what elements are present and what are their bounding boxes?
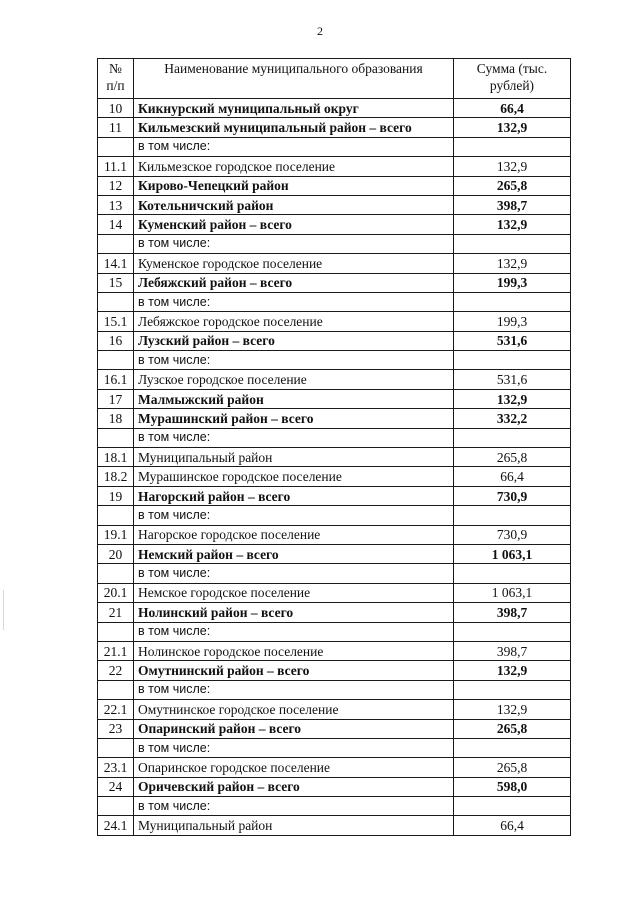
table-row (98, 486, 571, 505)
row-number-cell (98, 680, 134, 699)
table-row (98, 525, 571, 544)
municipality-name-cell: Куменское городское поселение (134, 254, 454, 273)
page-number: 2 (317, 24, 323, 38)
municipality-name-cell: в том числе: (134, 506, 454, 525)
municipality-name-cell: Кильмезское городское поселение (134, 157, 454, 176)
row-number-cell: 14 (98, 215, 134, 234)
amount-cell: 132,9 (454, 389, 571, 408)
municipality-name-cell: Муниципальный район (134, 816, 454, 835)
amount-cell (454, 234, 571, 253)
table-row (98, 428, 571, 447)
municipality-name-cell: Лузское городское поселение (134, 370, 454, 389)
municipality-name-cell: Мурашинский район – всего (134, 409, 454, 428)
amount-cell (454, 797, 571, 816)
table-row (98, 351, 571, 370)
amount-cell: 1 063,1 (454, 544, 571, 563)
row-number-cell: 18.1 (98, 448, 134, 467)
municipality-name-cell: Кирово-Чепецкий район (134, 176, 454, 195)
amount-cell: 132,9 (454, 254, 571, 273)
amount-cell: 730,9 (454, 486, 571, 505)
table-row (98, 234, 571, 253)
row-number-cell: 14.1 (98, 254, 134, 273)
row-number-cell: 12 (98, 176, 134, 195)
row-number-cell: 15.1 (98, 312, 134, 331)
municipality-name-cell: Нолинское городское поселение (134, 641, 454, 660)
header-row (98, 59, 571, 99)
table-row (98, 816, 571, 835)
municipality-name-cell: Куменский район – всего (134, 215, 454, 234)
amount-cell: 531,6 (454, 331, 571, 350)
table-row (98, 680, 571, 699)
amount-cell (454, 292, 571, 311)
table-row (98, 661, 571, 680)
amount-cell: 598,0 (454, 777, 571, 796)
row-number-cell: 21 (98, 603, 134, 622)
row-number-cell: 21.1 (98, 641, 134, 660)
table-row (98, 389, 571, 408)
amount-cell: 199,3 (454, 273, 571, 292)
table-row (98, 312, 571, 331)
row-number-cell: 24 (98, 777, 134, 796)
municipality-name-cell: Омутнинское городское поселение (134, 700, 454, 719)
table-row (98, 603, 571, 622)
table-body (98, 99, 571, 836)
municipality-name-cell: Нолинский район – всего (134, 603, 454, 622)
municipality-name-cell: в том числе: (134, 680, 454, 699)
municipality-name-cell: Опаринский район – всего (134, 719, 454, 738)
table-row (98, 448, 571, 467)
row-number-cell (98, 137, 134, 156)
column-header-sum: Сумма (тыс. рублей) (454, 59, 571, 99)
table-row (98, 797, 571, 816)
municipality-name-cell: в том числе: (134, 292, 454, 311)
amount-cell: 332,2 (454, 409, 571, 428)
table-row (98, 544, 571, 563)
table-row (98, 641, 571, 660)
amount-cell (454, 680, 571, 699)
municipality-name-cell: в том числе: (134, 622, 454, 641)
amount-cell: 531,6 (454, 370, 571, 389)
row-number-cell: 17 (98, 389, 134, 408)
municipality-name-cell: Малмыжский район (134, 389, 454, 408)
row-number-cell: 19 (98, 486, 134, 505)
table-row (98, 331, 571, 350)
table-row (98, 777, 571, 796)
table-row (98, 564, 571, 583)
row-number-cell: 22.1 (98, 700, 134, 719)
table-row (98, 254, 571, 273)
row-number-cell: 20.1 (98, 583, 134, 602)
municipality-name-cell: Кикнурский муниципальный округ (134, 99, 454, 118)
amount-cell (454, 564, 571, 583)
amount-cell (454, 428, 571, 447)
table-header (98, 59, 571, 99)
scan-margin-mark (3, 590, 4, 630)
row-number-cell: 19.1 (98, 525, 134, 544)
table-row (98, 215, 571, 234)
table-row (98, 506, 571, 525)
amount-cell (454, 738, 571, 757)
table-row (98, 157, 571, 176)
amount-cell: 265,8 (454, 758, 571, 777)
table-row (98, 583, 571, 602)
municipality-name-cell: Лузский район – всего (134, 331, 454, 350)
amount-cell: 398,7 (454, 195, 571, 214)
budget-distribution-table (97, 58, 571, 836)
municipality-name-cell: в том числе: (134, 137, 454, 156)
row-number-cell: 15 (98, 273, 134, 292)
amount-cell: 1 063,1 (454, 583, 571, 602)
row-number-cell (98, 506, 134, 525)
table-row (98, 273, 571, 292)
row-number-cell (98, 351, 134, 370)
municipality-name-cell: Лебяжское городское поселение (134, 312, 454, 331)
table-row (98, 370, 571, 389)
row-number-cell: 13 (98, 195, 134, 214)
row-number-cell (98, 564, 134, 583)
row-number-cell (98, 797, 134, 816)
table-row (98, 292, 571, 311)
row-number-cell: 11 (98, 118, 134, 137)
municipality-name-cell: Нагорский район – всего (134, 486, 454, 505)
row-number-cell: 20 (98, 544, 134, 563)
row-number-cell (98, 428, 134, 447)
amount-cell: 66,4 (454, 99, 571, 118)
amount-cell: 132,9 (454, 157, 571, 176)
amount-cell (454, 506, 571, 525)
table-row (98, 176, 571, 195)
municipality-name-cell: Нагорское городское поселение (134, 525, 454, 544)
row-number-cell: 11.1 (98, 157, 134, 176)
amount-cell: 66,4 (454, 816, 571, 835)
amount-cell: 66,4 (454, 467, 571, 486)
row-number-cell: 16 (98, 331, 134, 350)
row-number-cell (98, 738, 134, 757)
amount-cell: 199,3 (454, 312, 571, 331)
table-row (98, 118, 571, 137)
row-number-cell (98, 292, 134, 311)
municipality-name-cell: Муниципальный район (134, 448, 454, 467)
table-row (98, 738, 571, 757)
column-header-name: Наименование муниципального образования (134, 59, 454, 99)
table-row (98, 409, 571, 428)
table-row (98, 622, 571, 641)
row-number-cell (98, 234, 134, 253)
municipality-name-cell: Кильмезский муниципальный район – всего (134, 118, 454, 137)
row-number-cell (98, 622, 134, 641)
table-row (98, 467, 571, 486)
amount-cell: 398,7 (454, 603, 571, 622)
table-row (98, 700, 571, 719)
row-number-cell: 23.1 (98, 758, 134, 777)
amount-cell: 265,8 (454, 719, 571, 738)
table-row (98, 195, 571, 214)
amount-cell: 132,9 (454, 700, 571, 719)
row-number-cell: 16.1 (98, 370, 134, 389)
row-number-cell: 24.1 (98, 816, 134, 835)
table-row (98, 137, 571, 156)
row-number-cell: 18.2 (98, 467, 134, 486)
amount-cell: 398,7 (454, 641, 571, 660)
amount-cell (454, 351, 571, 370)
municipality-name-cell: Опаринское городское поселение (134, 758, 454, 777)
municipality-name-cell: в том числе: (134, 564, 454, 583)
row-number-cell: 23 (98, 719, 134, 738)
municipality-name-cell: Омутнинский район – всего (134, 661, 454, 680)
municipality-name-cell: в том числе: (134, 738, 454, 757)
row-number-cell: 22 (98, 661, 134, 680)
municipality-name-cell: в том числе: (134, 428, 454, 447)
amount-cell: 132,9 (454, 661, 571, 680)
municipality-name-cell: Немское городское поселение (134, 583, 454, 602)
municipality-name-cell: в том числе: (134, 797, 454, 816)
table-row (98, 99, 571, 118)
municipality-name-cell: Немский район – всего (134, 544, 454, 563)
row-number-cell: 18 (98, 409, 134, 428)
table-row (98, 758, 571, 777)
amount-cell: 132,9 (454, 215, 571, 234)
municipality-name-cell: в том числе: (134, 234, 454, 253)
column-header-number: № п/п (98, 59, 134, 99)
row-number-cell: 10 (98, 99, 134, 118)
table-row (98, 719, 571, 738)
municipality-name-cell: Котельничский район (134, 195, 454, 214)
amount-cell: 265,8 (454, 448, 571, 467)
amount-cell (454, 137, 571, 156)
amount-cell: 730,9 (454, 525, 571, 544)
amount-cell (454, 622, 571, 641)
amount-cell: 265,8 (454, 176, 571, 195)
municipality-name-cell: Оричевский район – всего (134, 777, 454, 796)
municipality-name-cell: Мурашинское городское поселение (134, 467, 454, 486)
municipality-name-cell: в том числе: (134, 351, 454, 370)
municipality-name-cell: Лебяжский район – всего (134, 273, 454, 292)
amount-cell: 132,9 (454, 118, 571, 137)
